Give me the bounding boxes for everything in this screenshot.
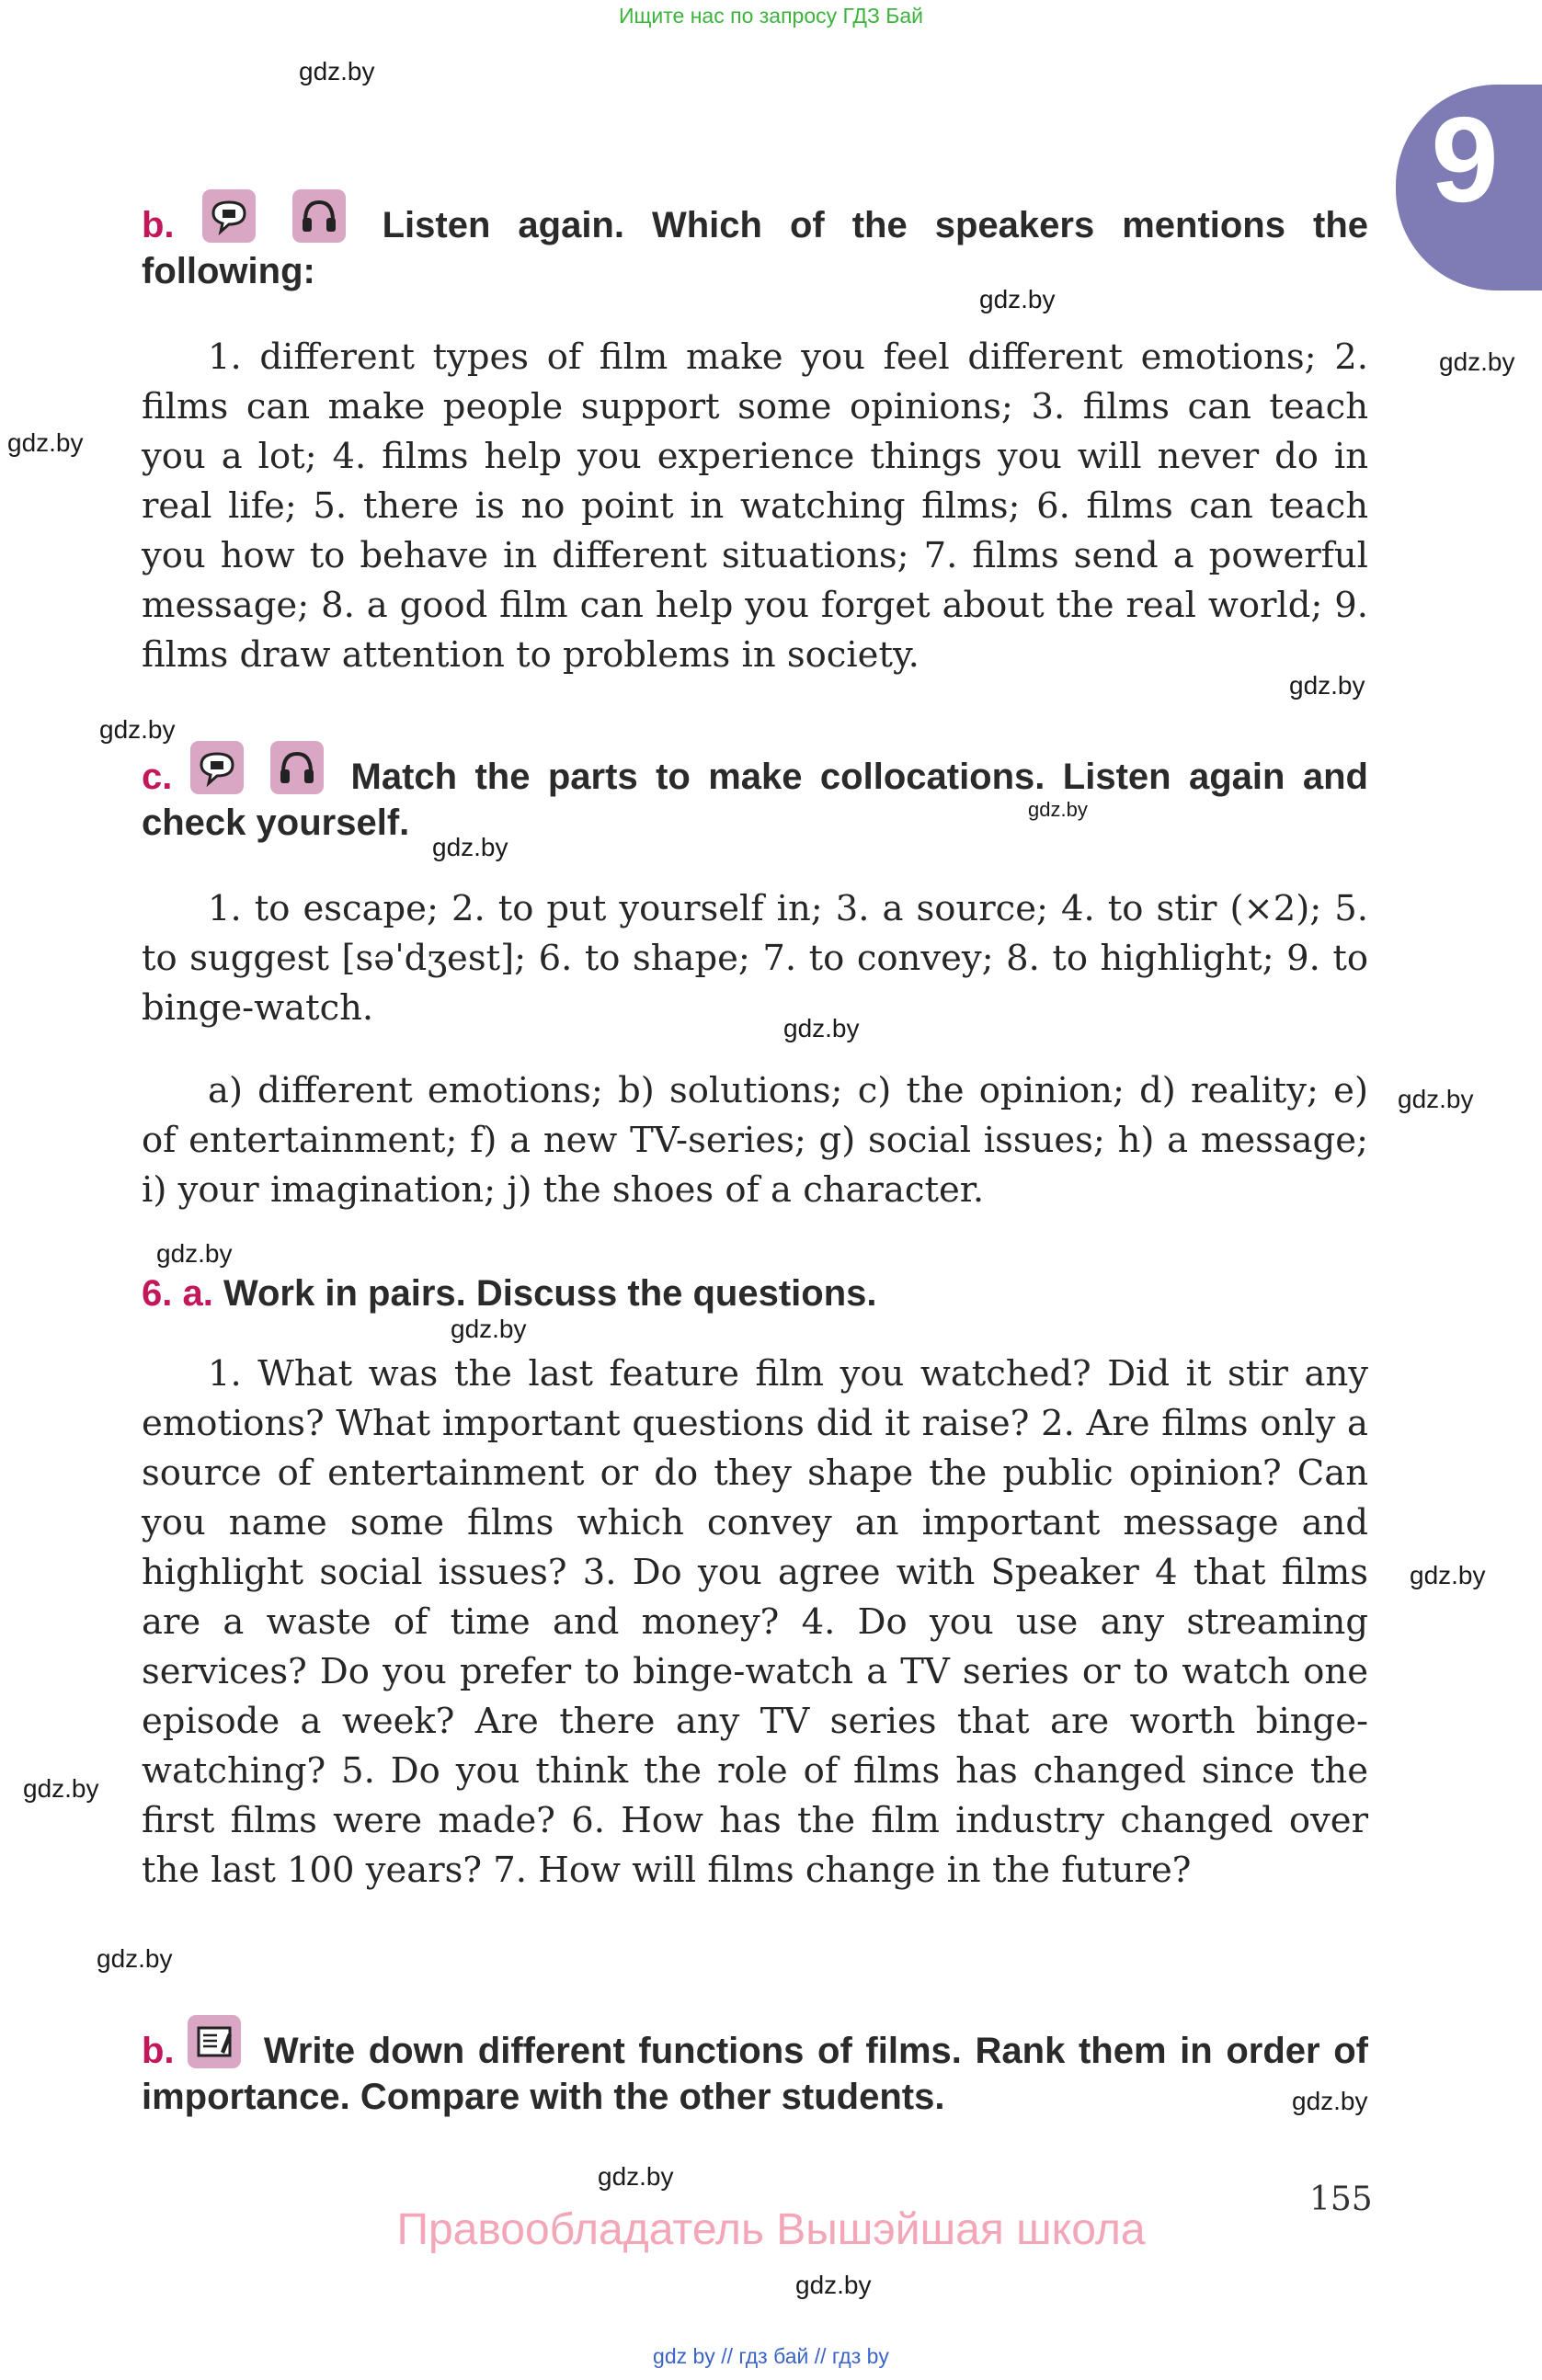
exercise-instruction: Work in pairs. Discuss the questions. <box>223 1273 877 1314</box>
copyright-owner: Правообладатель Вышэйшая школа <box>396 2205 1146 2254</box>
notebook-icon <box>188 2015 241 2068</box>
headphones-icon <box>292 189 346 243</box>
exercise-6a-heading <box>142 1270 1368 1316</box>
collocation-list-1: 1. to escape; 2. to put yourself in; 3. a source; 4. to stir (×2); 5. to suggest [səˈdʒest]; 6. to shape; 7. to convey; 8. to highlight; 9. to binge-watch. <box>142 888 1368 1029</box>
watermark: gdz.by <box>451 1315 527 1343</box>
exercise-6a-questions: 1. What was the last feature film you watched? Did it stir any emotions? What important questions did it raise? 2. Are films only a source of entertainment or do they shape the public opinion? Can you name some films which convey an important message and highlight social issues? 3. Do you agree with Speaker 4 that films are a waste of time and money? 4. Do you use any streaming services? Do you prefer to binge-watch a TV series or to watch one episode a week? Are there any TV series that are worth binge-watching? 5. Do you think the role of films has changed since the first films were made? 6. How has the film industry changed over the last 100 years? 7. How will films change in the future? <box>142 1353 1368 1891</box>
exercise-instruction: Match the parts to make collocations. Listen again and check yourself. <box>142 757 1368 843</box>
watermark: gdz.by <box>598 2162 674 2191</box>
footer-links[interactable]: gdz by // гдз бай // гдз by <box>653 2344 889 2368</box>
page-number: 155 <box>1309 2181 1373 2218</box>
exercise-letter: b. <box>142 2031 175 2071</box>
watermark: gdz.by <box>1292 2087 1368 2115</box>
exercise-b-text: 1. different types of film make you feel different emotions; 2. films can make people support some opinions; 3. films can teach you a lot; 4. films help you experience things you will never do in real life; 5. there is no point in watching films; 6. films can teach you how to behave in different situations; 7. films send a powerful message; 8. a good film can help you forget about the real world; 9. films draw attention to problems in society. <box>142 336 1368 676</box>
collocation-list-2: a) different emotions; b) solutions; c) the opinion; d) reality; e) of entertainment; f) a new TV-series; g) social issues; h) a message; i) your imagination; j) the shoes of a character. <box>142 1070 1368 1211</box>
watermark: gdz.by <box>432 833 508 861</box>
exercise-b-heading <box>142 189 1368 294</box>
watermark: gdz.by <box>1439 347 1515 376</box>
exercise-6b-heading <box>142 2015 1368 2120</box>
watermark: gdz.by <box>979 285 1056 313</box>
watermark: gdz.by <box>1289 671 1365 700</box>
speech-bubble-icon <box>202 189 256 243</box>
watermark: gdz.by <box>1398 1085 1474 1113</box>
speech-bubble-icon <box>190 741 244 794</box>
top-search-banner: Ищите нас по запросу ГДЗ Бай <box>618 4 924 28</box>
watermark: gdz.by <box>99 715 176 744</box>
headphones-icon <box>270 741 324 794</box>
watermark: gdz.by <box>1028 798 1088 821</box>
watermark: gdz.by <box>795 2271 872 2299</box>
exercise-instruction: Listen again. Which of the speakers mentions the following: <box>142 205 1368 291</box>
exercise-instruction: Write down different functions of films. Rank them in order of importance. Compare with the other students. <box>142 2031 1368 2117</box>
watermark: gdz.by <box>783 1014 860 1042</box>
exercise-letter: b. <box>142 205 175 245</box>
watermark: gdz.by <box>23 1774 99 1803</box>
exercise-c-heading <box>142 741 1368 846</box>
exercise-letter: a. <box>182 1273 213 1314</box>
exercise-letter: c. <box>142 757 173 797</box>
watermark: gdz.by <box>156 1239 233 1268</box>
exercise-number: 6. <box>142 1273 173 1314</box>
chapter-number: 9 <box>1431 92 1499 227</box>
watermark: gdz.by <box>7 428 84 457</box>
watermark: gdz.by <box>1410 1561 1486 1589</box>
watermark: gdz.by <box>97 1944 173 1973</box>
watermark: gdz.by <box>299 57 375 85</box>
